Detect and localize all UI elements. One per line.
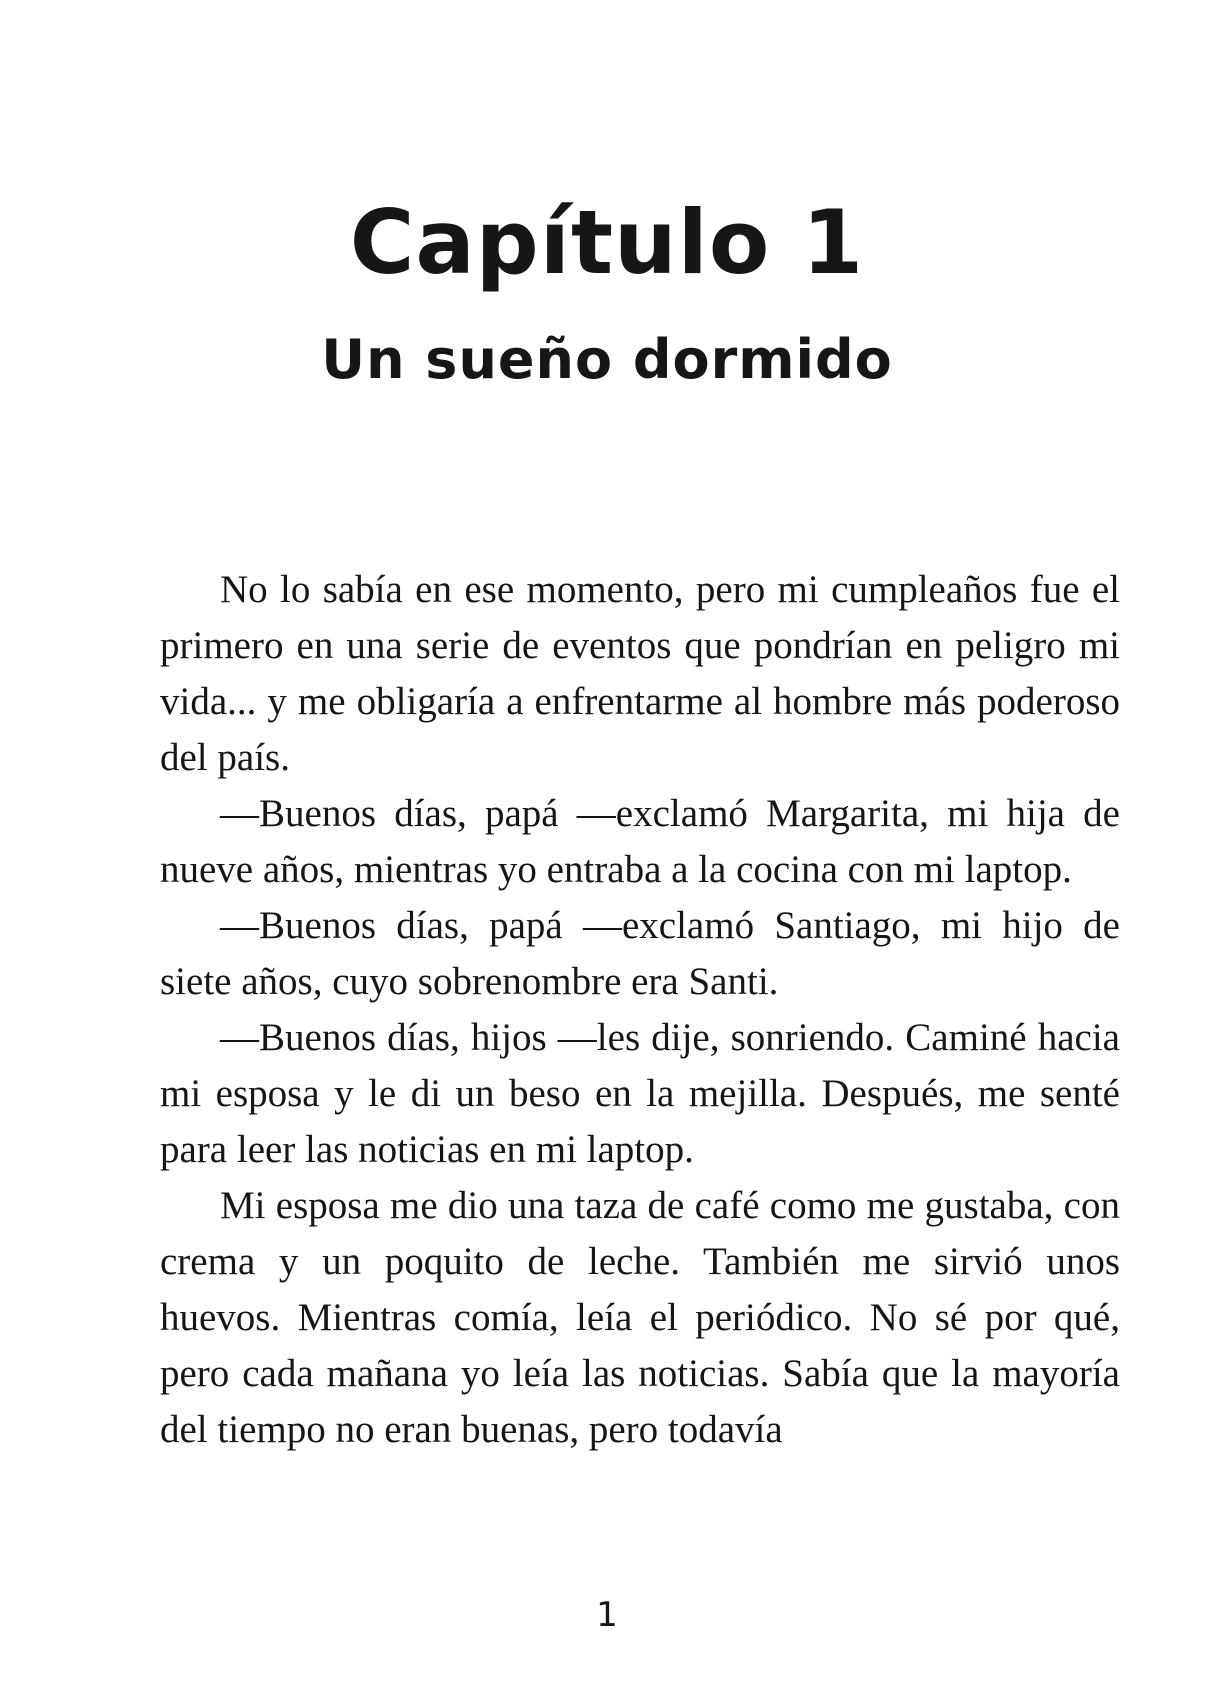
chapter-title: Capítulo 1 bbox=[349, 191, 865, 294]
chapter-subtitle: Un sueño dormido bbox=[321, 328, 893, 391]
paragraph: No lo sabía en ese momento, pero mi cumpleaños fue el primero en una serie de eventos que pondrían en peligro mi vida... y me obligaría a enfrentarme al hombre más poderoso del país. bbox=[160, 568, 1120, 779]
page-number: 1 bbox=[596, 1595, 618, 1635]
paragraph: Mi esposa me dio una taza de café como me gustaba, con crema y un poquito de leche. También me sirvió unos huevos. Mientras comía, leía el periódico. No sé por qué, pero cada mañana yo leía las noticias. Sabía que la mayoría del tiempo no eran buenas, pero todavía bbox=[160, 1184, 1120, 1451]
paragraph: —Buenos días, papá —exclamó Margarita, mi hija de nueve años, mientras yo entraba a la cocina con mi laptop. bbox=[160, 792, 1120, 891]
paragraph: —Buenos días, hijos —les dije, sonriendo. Caminé hacia mi esposa y le di un beso en la mejilla. Después, me senté para leer las noticias en mi laptop. bbox=[160, 1016, 1120, 1171]
paragraph: —Buenos días, papá —exclamó Santiago, mi hijo de siete años, cuyo sobrenombre era Santi. bbox=[160, 904, 1120, 1003]
chapter-body bbox=[160, 562, 1120, 1458]
